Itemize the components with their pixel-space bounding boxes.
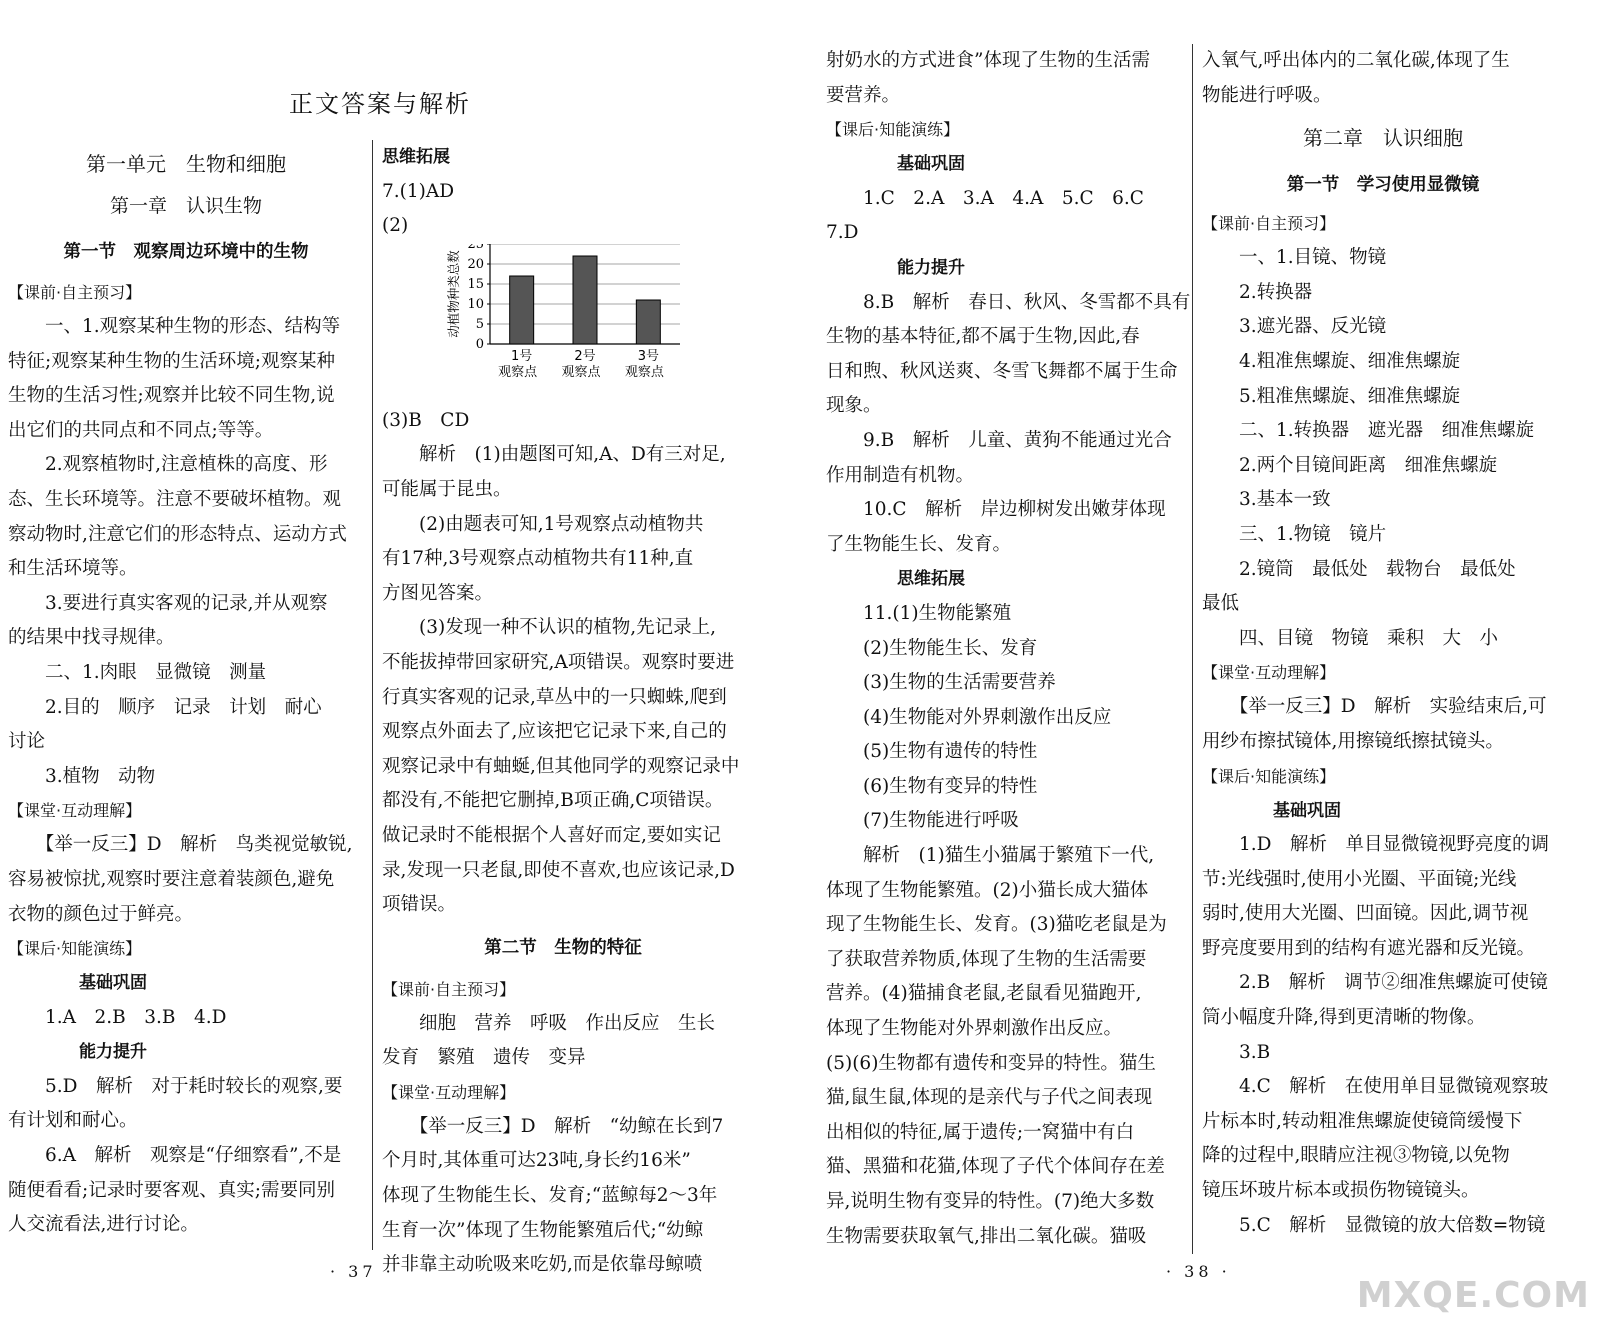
text-line: 一、1.观察某种生物的形态、结构等 [8,316,341,337]
y-tick-label: 20 [467,256,484,272]
text-line: 1.C 2.A 3.A 4.A 5.C 6.C [826,187,1144,209]
col4-text [1202,207,1564,1243]
x-tick-label: 3号 [637,348,659,364]
text-line: 营养。(4)猫捕食老鼠,老鼠看见猫跑开, [826,983,1142,1005]
text-line: 项错误。 [382,894,457,916]
text-line: 解析 (1)由题图可知,A、D有三对足, [382,444,726,466]
text-line: 2.观察植物时,注意植株的高度、形 [8,454,328,476]
text-line: 【课堂·互动理解】 [382,1082,516,1102]
text-line: 不能拔掉带回家研究,A项错误。观察时要进 [382,651,735,673]
col1-text [8,276,364,1243]
text-line: 有17种,3号观察点动植物共有11种,直 [382,548,694,570]
text-line: 【举一反三】D 解析 “幼鲸在长到7 [382,1115,724,1137]
text-line: 降的过程中,眼睛应注视③物镜,以免物 [1202,1145,1510,1167]
text-line: 出相似的特征,属于遗传;一窝猫中有白 [826,1121,1135,1143]
text-line: 入氧气,呼出体内的二氧化碳,体现了生 [1202,50,1510,71]
text-line: 个月时,其体重可达23吨,身长约16米” [382,1150,691,1172]
text-line: 作用制造有机物。 [826,464,975,486]
text-line: 1.A 2.B 3.B 4.D [8,1006,227,1028]
text-line: 3.遮光器、反光镜 [1202,316,1387,338]
bar [573,256,597,344]
text-line: 最低 [1202,593,1240,615]
text-line: 录,发现一只老鼠,即使不喜欢,也应该记录,D [382,859,735,881]
column-2 [382,140,744,1283]
text-line: 2.目的 顺序 记录 计划 耐心 [8,696,322,718]
text-line: 11.(1)生物能繁殖 [826,602,1012,624]
text-line: (6)生物有变异的特性 [826,775,1038,797]
text-line: (2)由题表可知,1号观察点动植物共 [382,513,704,535]
text-line: 生物的生活习性;观察并比较不同生物,说 [8,385,335,407]
left-page [0,0,780,1324]
text-line: 和生活环境等。 [8,558,138,580]
text-line: 2.转换器 [1202,281,1313,303]
section-heading: 第一节 观察周边环境中的生物 [63,242,309,262]
text-line: 生物需要获取氧气,排出二氧化碳。猫吸 [826,1225,1147,1247]
text-line: (4)生物能对外界刺激作出反应 [826,706,1112,728]
text-line: 【课堂·互动理解】 [8,801,142,821]
text-line: (3)B CD [382,409,470,431]
text-line: 观察点外面去了,应该把它记录下来,自己的 [382,721,727,743]
col2-text-section2 [382,973,744,1283]
y-axis-label: 动植物种类总数 [446,250,461,338]
text-line: 5.C 解析 显微镜的放大倍数=物镜 [1202,1214,1546,1236]
x-tick-label: 2号 [574,348,596,364]
text-line: 特征;观察某种生物的生活环境;观察某种 [8,350,335,372]
y-tick-label: 15 [467,276,484,292]
y-tick-label: 25 [467,243,484,252]
text-line: 镜压坏玻片标本或损伤物镜镜头。 [1202,1180,1480,1202]
text-line: 4.C 解析 在使用单目显微镜观察玻 [1202,1076,1549,1098]
text-line: 物能进行呼吸。 [1202,84,1332,106]
text-line: (5)生物有遗传的特性 [826,741,1038,763]
text-line: 8.B 解析 春日、秋风、冬雪都不具有 [826,291,1191,313]
x-tick-label: 观察点 [624,364,664,380]
bar-chart [382,244,744,404]
text-line: 解析 (1)猫生小猫属于繁殖下一代, [826,845,1155,867]
text-line: 用纱布擦拭镜体,用擦镜纸擦拭镜头。 [1202,730,1504,752]
text-line: 态、生长环境等。注意不要破坏植物。观 [8,488,342,510]
page-title: 正文答案与解析 [289,90,471,118]
chapter2-heading: 第二章 认识细胞 [1303,126,1463,151]
text-line: 片标本时,转动粗准焦螺旋使镜筒缓慢下 [1202,1110,1523,1132]
x-tick-label: 观察点 [498,364,538,380]
text-line: 【课后·知能演练】 [8,939,142,959]
text-line: 猫,鼠生鼠,体现的是亲代与子代之间表现 [826,1087,1153,1109]
text-line: 射奶水的方式进食”体现了生物的生活需 [826,50,1150,71]
col2-text-top [382,140,744,244]
text-line: 节:光线强时,使用小光圈、平面镜;光线 [1202,868,1517,890]
text-line: 2.镜筒 最低处 载物台 最低处 [1202,558,1516,580]
text-line: 基础巩固 [45,973,147,994]
text-line: 7.(1)AD [382,180,455,202]
bar [510,276,534,344]
text-line: 体现了生物能对外界刺激作出反应。 [826,1018,1123,1040]
text-line: 发育 繁殖 遗传 变异 [382,1047,586,1069]
text-line: (3)生物的生活需要营养 [826,672,1056,694]
text-line: 3.B [1202,1041,1271,1063]
text-line: 的结果中找寻规律。 [8,627,175,649]
text-line: 人交流看法,进行讨论。 [8,1214,199,1236]
text-line: 行真实客观的记录,草丛中的一只蜘蛛,爬到 [382,686,727,708]
text-line: 体现了生物能繁殖。(2)小猫长成大猫体 [826,879,1149,901]
text-line: 2.两个目镜间距离 细准焦螺旋 [1202,454,1498,476]
column-3 [826,44,1191,1254]
text-line: 随便看看;记录时要客观、真实;需要同别 [8,1179,335,1201]
text-line: 【课前·自主预习】 [8,283,142,302]
text-line: 【课后·知能演练】 [1202,766,1336,786]
text-line: 方图见答案。 [382,582,494,604]
text-line: 【课前·自主预习】 [382,979,516,999]
text-line: 可能属于昆虫。 [382,478,512,500]
text-line: 日和煦、秋风送爽、冬雪飞舞都不属于生命 [826,360,1178,382]
text-line: (5)(6)生物都有遗传和变异的特性。猫生 [826,1052,1156,1074]
text-line: 【举一反三】D 解析 鸟类视觉敏锐, [8,834,353,856]
text-line: 筒小幅度升降,得到更清晰的物像。 [1202,1007,1486,1029]
text-line: 了生物能生长、发育。 [826,533,1012,555]
text-line: 【举一反三】D 解析 实验结束后,可 [1202,696,1547,718]
text-line: 容易被惊扰,观察时要注意着装颜色,避免 [8,868,335,890]
text-line: 三、1.物镜 镜片 [1202,523,1387,545]
col3-text [826,44,1191,1254]
text-line: 现了生物能生长、发育。(3)猫吃老鼠是为 [826,914,1167,936]
text-line: 细胞 营养 呼吸 作出反应 生长 [382,1012,716,1034]
right-page [800,0,1600,1324]
text-line: 现象。 [826,395,882,417]
text-line: (3)发现一种不认识的植物,先记录上, [382,617,716,639]
text-line: 都没有,不能把它删掉,B项正确,C项错误。 [382,790,724,812]
text-line: 四、目镜 物镜 乘积 大 小 [1202,627,1499,649]
text-line: 二、1.转换器 遮光器 细准焦螺旋 [1202,420,1535,442]
text-line: (2) [382,215,409,237]
text-line: 基础巩固 [1239,800,1341,821]
text-line: 一、1.目镜、物镜 [1202,247,1387,269]
page-number-38: · 38 · [1166,1262,1231,1281]
text-line: 9.B 解析 儿童、黄狗不能通过光合 [826,429,1172,451]
chart-svg [382,244,702,404]
text-line: 10.C 解析 岸边柳树发出嫩芽体现 [826,499,1166,521]
column-1 [8,144,364,1243]
text-line: 二、1.肉眼 显微镜 测量 [8,661,267,683]
text-line: 出它们的共同点和不同点;等等。 [8,419,274,441]
chapter-heading: 第一章 认识生物 [109,195,262,217]
watermark-logo: MXQE.COM [1356,1275,1590,1316]
text-line: 3.植物 动物 [8,765,156,787]
text-line: 【课堂·互动理解】 [1202,663,1336,683]
text-line: 3.基本一致 [1202,489,1331,511]
column-4 [1202,44,1564,1243]
bar [636,300,660,344]
text-line: 【课前·自主预习】 [1202,214,1336,234]
text-line: 异,说明生物有变异的特性。(7)绝大多数 [826,1191,1155,1212]
text-line: (2)生物能生长、发育 [826,637,1038,659]
section2-heading: 第二节 生物的特征 [484,937,642,958]
section3-heading: 第一节 学习使用显微镜 [1286,175,1480,196]
column-divider-2 [1192,44,1193,1254]
text-line: 1.D 解析 单目显微镜视野亮度的调 [1202,834,1549,856]
text-line: 【课后·知能演练】 [826,120,960,140]
text-line: 生物的基本特征,都不属于生物,因此,春 [826,326,1140,348]
text-line: 2.B 解析 调节②细准焦螺旋可使镜 [1202,972,1548,994]
text-line: (7)生物能进行呼吸 [826,810,1019,832]
y-tick-label: 5 [475,316,484,332]
text-line: 察动物时,注意它们的形态特点、运动方式 [8,523,347,545]
text-line: 猫、黑猫和花猫,体现了子代个体间存在差 [826,1156,1165,1178]
text-line: 并非靠主动吮吸来吃奶,而是依靠母鲸喷 [382,1254,703,1276]
text-line: 5.D 解析 对于耗时较长的观察,要 [8,1075,343,1097]
column-divider [372,140,373,1250]
page-number-37: · 37 · [330,1262,395,1281]
text-line: 有计划和耐心。 [8,1110,138,1132]
y-tick-label: 0 [475,336,484,352]
text-line: 生育一次”体现了生物能繁殖后代;“幼鲸 [382,1219,704,1241]
text-line: 能力提升 [863,257,965,278]
text-line: 野亮度要用到的结构有遮光器和反光镜。 [1202,937,1536,959]
unit-heading: 第一单元 生物和细胞 [86,152,286,176]
text-line: 6.A 解析 观察是“仔细察看”,不是 [8,1145,342,1167]
text-line: 弱时,使用大光圈、凹面镜。因此,调节视 [1202,903,1529,925]
text-line: 思维拓展 [382,147,450,167]
text-line: 思维拓展 [863,569,965,590]
text-line: 3.要进行真实客观的记录,并从观察 [8,592,328,614]
text-line: 要营养。 [826,84,901,106]
col2-text-bottom [382,404,744,923]
x-tick-label: 1号 [511,348,533,364]
text-line: 体现了生物能生长、发育;“蓝鲸每2～3年 [382,1185,718,1207]
col4-text-top [1202,44,1564,113]
x-tick-label: 观察点 [561,364,601,380]
text-line: 能力提升 [45,1042,147,1063]
text-line: 了获取营养物质,体现了生物的生活需要 [826,948,1147,970]
text-line: 做记录时不能根据个人喜好而定,要如实记 [382,824,721,846]
text-line: 观察记录中有蚰蜒,但其他同学的观察记录中 [382,755,740,777]
text-line: 基础巩固 [863,154,965,175]
text-line: 5.粗准焦螺旋、细准焦螺旋 [1202,385,1461,407]
y-tick-label: 10 [467,296,484,312]
text-line: 讨论 [8,731,46,753]
text-line: 7.D [826,222,859,244]
text-line: 衣物的颜色过于鲜亮。 [8,903,194,925]
text-line: 4.粗准焦螺旋、细准焦螺旋 [1202,350,1461,372]
